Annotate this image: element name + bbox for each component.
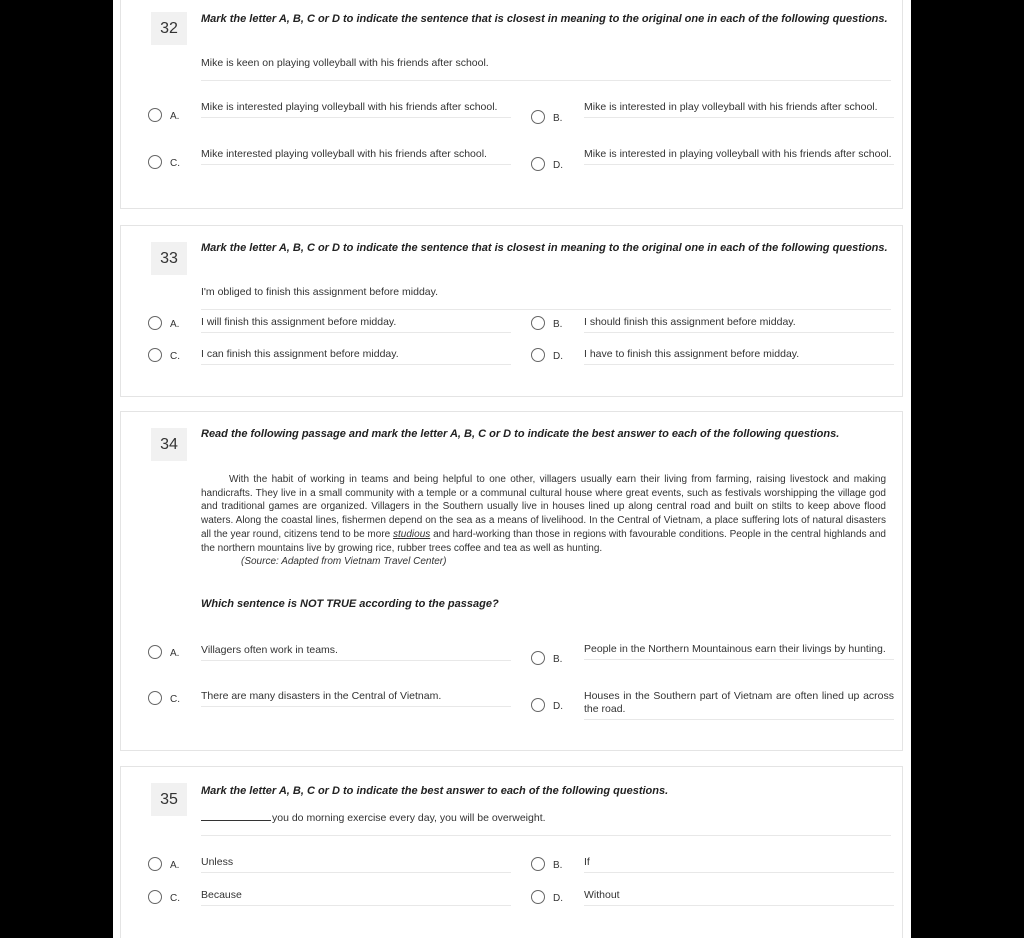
option-c-radio[interactable] bbox=[148, 890, 162, 904]
option-a-letter: A. bbox=[170, 860, 180, 871]
question-number: 35 bbox=[151, 783, 187, 816]
option-c-text[interactable]: I can finish this assignment before midday. bbox=[201, 348, 511, 365]
question-instruction: Mark the letter A, B, C or D to indicate the best answer to each of the following questions. bbox=[201, 785, 669, 797]
option-b-radio[interactable] bbox=[531, 651, 545, 665]
question-number: 32 bbox=[151, 12, 187, 45]
question-number: 34 bbox=[151, 428, 187, 461]
option-a-radio[interactable] bbox=[148, 857, 162, 871]
question-instruction: Mark the letter A, B, C or D to indicate the sentence that is closest in meaning to the original one in each of the following questions. bbox=[201, 242, 888, 254]
option-d-letter: D. bbox=[553, 701, 563, 712]
sub-question: Which sentence is NOT TRUE according to the passage? bbox=[201, 598, 499, 610]
option-b-radio[interactable] bbox=[531, 316, 545, 330]
option-d-text[interactable]: Mike is interested in playing volleyball with his friends after school. bbox=[584, 148, 894, 165]
quiz-page bbox=[113, 0, 911, 938]
option-a-radio[interactable] bbox=[148, 645, 162, 659]
option-c-letter: C. bbox=[170, 351, 180, 362]
option-b-radio[interactable] bbox=[531, 857, 545, 871]
option-a-text[interactable]: Mike is interested playing volleyball with his friends after school. bbox=[201, 101, 511, 118]
option-c-radio[interactable] bbox=[148, 691, 162, 705]
option-a-radio[interactable] bbox=[148, 316, 162, 330]
option-d-text[interactable]: Houses in the Southern part of Vietnam are often lined up across the road. bbox=[584, 690, 894, 720]
option-d-radio[interactable] bbox=[531, 698, 545, 712]
passage-keyword: studious bbox=[393, 528, 431, 540]
option-b-radio[interactable] bbox=[531, 110, 545, 124]
option-b-text[interactable]: I should finish this assignment before midday. bbox=[584, 316, 894, 333]
option-d-text[interactable]: Without bbox=[584, 889, 894, 906]
option-d-letter: D. bbox=[553, 160, 563, 171]
option-a-letter: A. bbox=[170, 648, 180, 659]
option-a-radio[interactable] bbox=[148, 108, 162, 122]
option-c-letter: C. bbox=[170, 158, 180, 169]
option-a-letter: A. bbox=[170, 111, 180, 122]
option-d-radio[interactable] bbox=[531, 890, 545, 904]
option-a-letter: A. bbox=[170, 319, 180, 330]
option-d-radio[interactable] bbox=[531, 157, 545, 171]
option-b-letter: B. bbox=[553, 654, 563, 665]
question-card-34 bbox=[120, 411, 903, 751]
option-b-letter: B. bbox=[553, 319, 563, 330]
option-d-letter: D. bbox=[553, 351, 563, 362]
option-b-text[interactable]: Mike is interested in play volleyball with his friends after school. bbox=[584, 101, 894, 118]
answer-blank bbox=[201, 820, 271, 821]
reading-passage bbox=[201, 473, 886, 569]
question-stem bbox=[201, 812, 891, 836]
question-card-35 bbox=[120, 766, 903, 938]
option-c-radio[interactable] bbox=[148, 155, 162, 169]
question-instruction: Read the following passage and mark the letter A, B, C or D to indicate the best answer to each of the following questions. bbox=[201, 428, 840, 440]
question-card-33 bbox=[120, 225, 903, 397]
question-instruction: Mark the letter A, B, C or D to indicate the sentence that is closest in meaning to the original one in each of the following questions. bbox=[201, 13, 888, 25]
option-d-text[interactable]: I have to finish this assignment before midday. bbox=[584, 348, 894, 365]
option-b-text[interactable]: If bbox=[584, 856, 894, 873]
option-c-letter: C. bbox=[170, 893, 180, 904]
passage-text-after: and hard-working than those in regions with favourable conditions. People in the central highlands and the northern mountains live by growing rice, rubber trees coffee and tea as well as hunting. bbox=[201, 528, 886, 554]
option-b-letter: B. bbox=[553, 113, 563, 124]
option-c-letter: C. bbox=[170, 694, 180, 705]
option-a-text[interactable]: Unless bbox=[201, 856, 511, 873]
option-a-text[interactable]: Villagers often work in teams. bbox=[201, 644, 511, 661]
option-c-text[interactable]: There are many disasters in the Central of Vietnam. bbox=[201, 690, 511, 707]
option-c-text[interactable]: Because bbox=[201, 889, 511, 906]
option-d-letter: D. bbox=[553, 893, 563, 904]
question-stem: Mike is keen on playing volleyball with his friends after school. bbox=[201, 57, 891, 81]
option-b-letter: B. bbox=[553, 860, 563, 871]
passage-text-before: With the habit of working in teams and being helpful to one other, villagers usually earn their living from farming, raising livestock and making handicrafts. They live in a small community with a temple or a communal cultural house where great events, such as festivals worshipping the village god and traditional games are organized. Villagers in the Southern usually live in houses lined up along central road and built on stilts to keep above flood waters. Along the coastal lines, fishermen depend on the sea as a means of livelihood. In the Central of Vietnam, a place suffering lots of natural disasters all the year round, citizens tend to be more bbox=[201, 474, 886, 540]
question-number: 33 bbox=[151, 242, 187, 275]
option-b-text[interactable]: People in the Northern Mountainous earn their livings by hunting. bbox=[584, 643, 894, 660]
question-stem-text: you do morning exercise every day, you will be overweight. bbox=[272, 812, 546, 824]
question-stem: I'm obliged to finish this assignment before midday. bbox=[201, 286, 891, 310]
option-d-radio[interactable] bbox=[531, 348, 545, 362]
question-card-32 bbox=[120, 0, 903, 209]
passage-source: (Source: Adapted from Vietnam Travel Center) bbox=[241, 556, 447, 568]
option-c-radio[interactable] bbox=[148, 348, 162, 362]
option-a-text[interactable]: I will finish this assignment before midday. bbox=[201, 316, 511, 333]
option-c-text[interactable]: Mike interested playing volleyball with his friends after school. bbox=[201, 148, 511, 165]
